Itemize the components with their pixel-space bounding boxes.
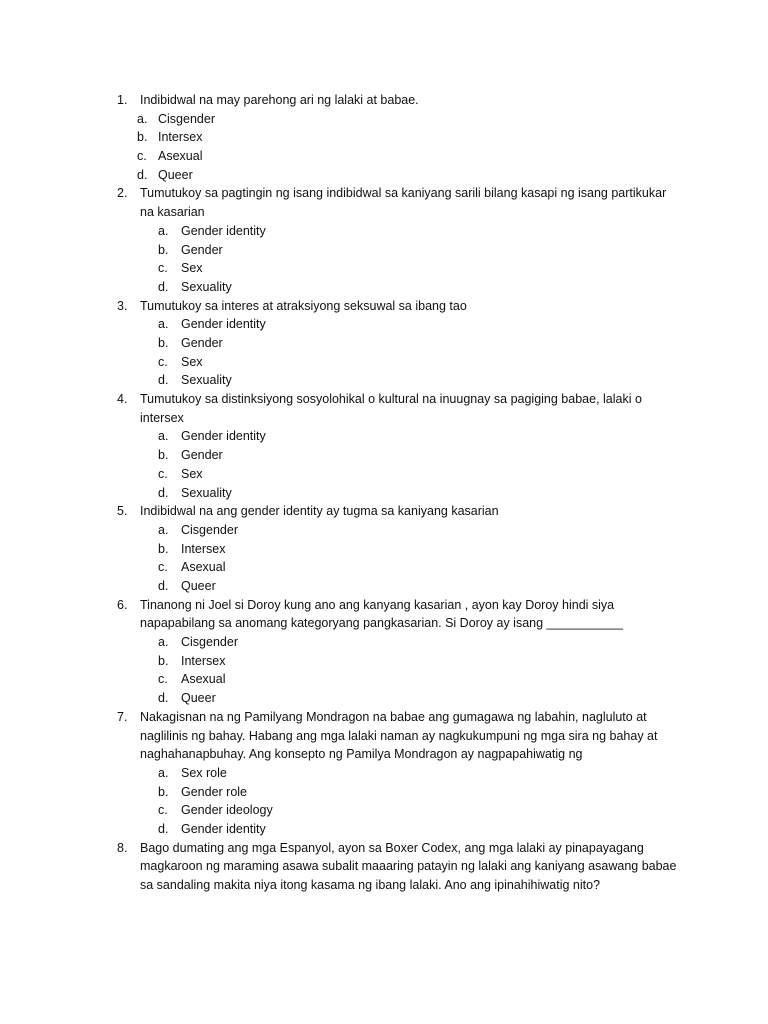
question-item xyxy=(0,839,680,895)
option-item xyxy=(140,783,680,802)
question-item xyxy=(0,91,680,184)
option-text: Asexual xyxy=(181,560,226,575)
option-text: Asexual xyxy=(181,672,226,687)
question-item xyxy=(0,502,680,595)
option-letter: c. xyxy=(158,354,168,369)
option-item xyxy=(140,820,680,839)
option-letter: c. xyxy=(158,672,168,687)
option-text: Queer xyxy=(181,691,216,706)
option-text: Intersex xyxy=(181,653,226,668)
option-text: Gender role xyxy=(181,784,248,799)
question-number: 2. xyxy=(117,186,128,201)
option-list xyxy=(140,633,680,708)
option-letter: d. xyxy=(158,485,169,500)
option-text: Cisgender xyxy=(181,635,238,650)
question-number: 7. xyxy=(117,709,128,724)
option-text: Sex xyxy=(181,466,203,481)
option-text: Sexuality xyxy=(181,373,232,388)
option-text: Sexuality xyxy=(181,279,232,294)
option-item xyxy=(140,371,680,390)
option-letter: a. xyxy=(158,223,169,238)
option-text: Sexuality xyxy=(181,485,232,500)
option-item xyxy=(140,427,680,446)
option-list xyxy=(140,427,680,502)
option-item xyxy=(140,633,680,652)
option-item xyxy=(137,147,680,166)
option-text: Gender identity xyxy=(181,429,266,444)
question-number: 8. xyxy=(117,840,128,855)
question-number: 3. xyxy=(117,298,128,313)
option-list xyxy=(140,315,680,390)
option-text: Gender identity xyxy=(181,223,266,238)
option-item xyxy=(140,670,680,689)
question-text: Tinanong ni Joel si Doroy kung ano ang kanyang kasarian , ayon kay Doroy hindi siya napapabilang sa anomang kategoryang pangkasarian. Si Doroy ay isang ___________ xyxy=(140,597,623,631)
option-item xyxy=(140,278,680,297)
option-list xyxy=(137,110,680,185)
option-text: Cisgender xyxy=(158,111,215,126)
option-item xyxy=(140,241,680,260)
option-item xyxy=(137,110,680,129)
option-item xyxy=(140,764,680,783)
option-text: Gender identity xyxy=(181,317,266,332)
option-letter: d. xyxy=(158,691,169,706)
option-text: Asexual xyxy=(158,149,203,164)
question-item xyxy=(0,596,680,708)
option-letter: a. xyxy=(158,429,169,444)
option-letter: a. xyxy=(158,317,169,332)
option-list xyxy=(140,222,680,297)
question-number: 5. xyxy=(117,504,128,519)
option-letter: a. xyxy=(158,635,169,650)
option-letter: c. xyxy=(158,803,168,818)
option-letter: d. xyxy=(158,822,169,836)
option-letter: a. xyxy=(137,111,148,126)
option-item xyxy=(140,465,680,484)
option-letter: b. xyxy=(158,336,169,350)
option-letter: a. xyxy=(158,765,169,780)
question-item xyxy=(0,708,680,839)
option-text: Gender ideology xyxy=(181,803,273,818)
option-letter: b. xyxy=(158,448,169,463)
question-text: Nakagisnan na ng Pamilyang Mondragon na babae ang gumagawa ng labahin, nagluluto at naglilinis ng bahay. Habang ang mga lalaki naman ay nagkukumpuni ng mga sira ng bahay at naghahanapbuhay. Ang konsepto ng Pamilya Mondragon ay nagpapahiwatig ng xyxy=(140,709,658,762)
option-item xyxy=(140,801,680,820)
question-item xyxy=(0,184,680,296)
option-text: Queer xyxy=(181,578,216,593)
question-text: Tumutukoy sa distinksiyong sosyolohikal o kultural na inuugnay sa pagiging babae, lalaki o intersex xyxy=(140,392,642,425)
question-text: Indibidwal na ang gender identity ay tugma sa kaniyang kasarian xyxy=(140,504,499,519)
option-letter: b. xyxy=(137,130,148,145)
question-item xyxy=(0,390,680,502)
option-item xyxy=(140,259,680,278)
option-item xyxy=(140,558,680,577)
option-text: Intersex xyxy=(181,541,226,556)
option-text: Intersex xyxy=(158,130,203,145)
option-item xyxy=(140,484,680,503)
option-text: Gender xyxy=(181,242,223,257)
option-item xyxy=(140,652,680,671)
option-item xyxy=(140,353,680,372)
question-number: 6. xyxy=(117,597,128,612)
option-letter: a. xyxy=(158,522,169,537)
option-text: Sex role xyxy=(181,765,227,780)
option-text: Gender identity xyxy=(181,822,266,836)
question-text: Tumutukoy sa interes at atraksiyong seksuwal sa ibang tao xyxy=(140,298,467,313)
option-item xyxy=(140,315,680,334)
option-letter: b. xyxy=(158,541,169,556)
option-letter: d. xyxy=(158,578,169,593)
option-letter: c. xyxy=(158,261,168,276)
option-letter: b. xyxy=(158,653,169,668)
option-letter: b. xyxy=(158,242,169,257)
question-text: Indibidwal na may parehong ari ng lalaki at babae. xyxy=(140,93,419,107)
option-text: Sex xyxy=(181,261,203,276)
option-item xyxy=(137,166,680,185)
option-letter: c. xyxy=(137,149,147,164)
question-text: Bago dumating ang mga Espanyol, ayon sa Boxer Codex, ang mga lalaki ay pinapayagang magkaroon ng maraming asawa subalit maaaring patayin ng lalaki ang kaniyang asawang babae sa sandaling makita niya itong kasama ng ibang lalaki. Ano ang ipinahihiwatig nito? xyxy=(140,840,677,893)
option-letter: c. xyxy=(158,466,168,481)
option-letter: d. xyxy=(158,373,169,388)
option-item xyxy=(140,577,680,596)
option-text: Cisgender xyxy=(181,522,238,537)
option-letter: d. xyxy=(158,279,169,294)
option-list xyxy=(140,764,680,839)
option-item xyxy=(140,521,680,540)
option-letter: c. xyxy=(158,560,168,575)
option-item xyxy=(140,689,680,708)
quiz-list xyxy=(0,91,768,895)
option-letter: b. xyxy=(158,784,169,799)
question-number: 4. xyxy=(117,392,128,407)
option-item xyxy=(140,334,680,353)
option-item xyxy=(140,446,680,465)
question-text: Tumutukoy sa pagtingin ng isang indibidwal sa kaniyang sarili bilang kasapi ng isang partikukar na kasarian xyxy=(140,186,667,220)
question-number: 1. xyxy=(117,93,128,107)
option-text: Gender xyxy=(181,336,223,350)
question-item xyxy=(0,297,680,390)
option-item xyxy=(140,222,680,241)
option-text: Sex xyxy=(181,354,203,369)
option-list xyxy=(140,521,680,596)
option-letter: d. xyxy=(137,167,148,182)
option-item xyxy=(137,128,680,147)
option-text: Queer xyxy=(158,167,193,182)
option-item xyxy=(140,540,680,559)
option-text: Gender xyxy=(181,448,223,463)
